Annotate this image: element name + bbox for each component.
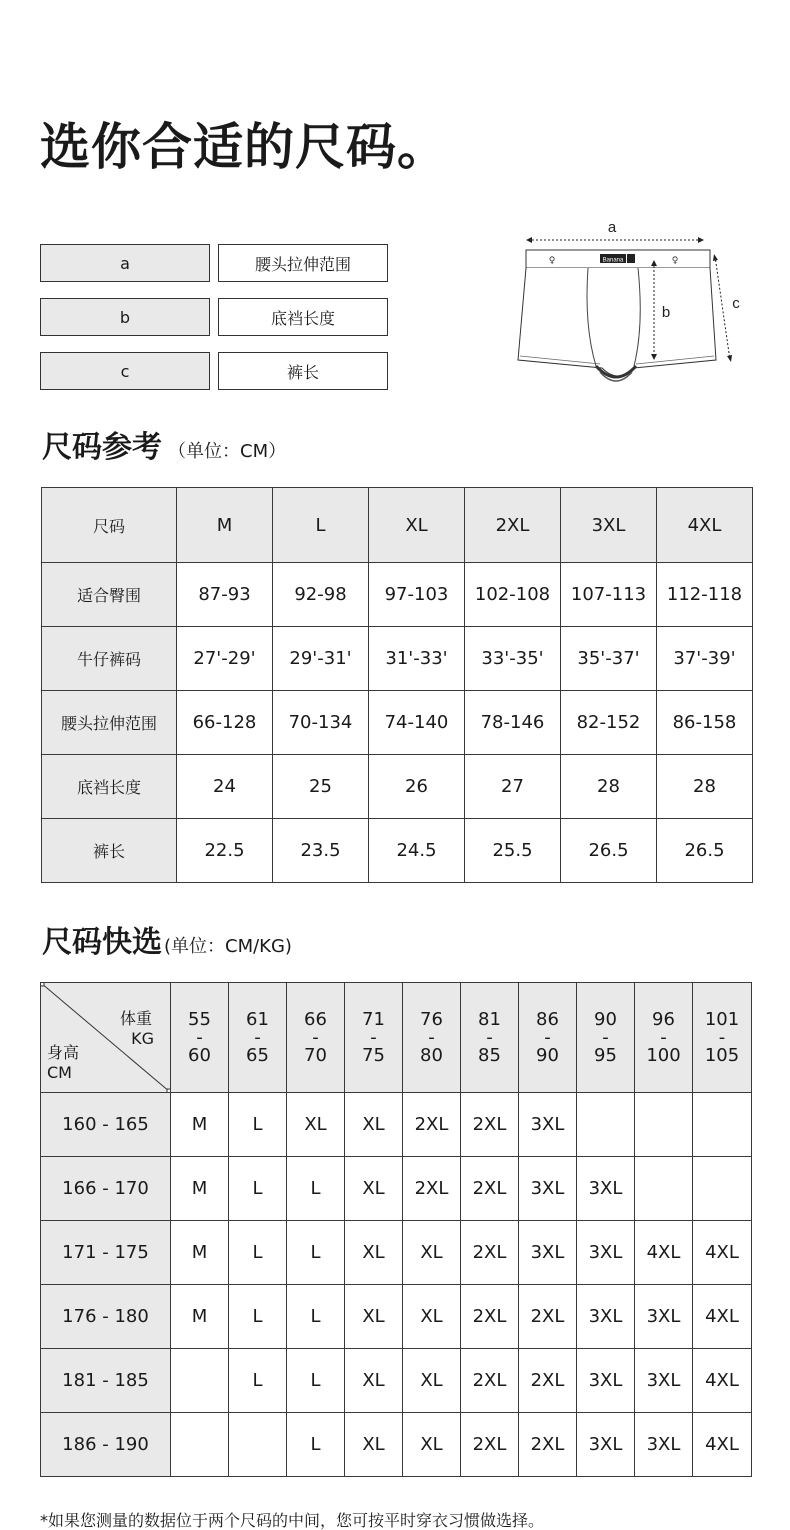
size-cell: 2XL [519, 1285, 577, 1349]
table-cell: 37'-39' [657, 627, 753, 691]
size-cell: 2XL [461, 1157, 519, 1221]
size-cell: 4XL [693, 1221, 752, 1285]
weight-from: 66 [304, 1008, 327, 1030]
corner-kg-text: KG [131, 1029, 154, 1048]
table-cell: 24.5 [369, 819, 465, 883]
size-cell: 3XL [577, 1285, 635, 1349]
table-cell: 97-103 [369, 563, 465, 627]
size-cell: 4XL [693, 1285, 752, 1349]
weight-dash: - [602, 1026, 609, 1048]
weight-dash: - [544, 1026, 551, 1048]
size-cell: M [171, 1157, 229, 1221]
weight-from: 81 [478, 1008, 501, 1030]
weight-from: 96 [652, 1008, 675, 1030]
table-row [42, 563, 753, 627]
table-cell: 70-134 [273, 691, 369, 755]
size-cell: 2XL [461, 1285, 519, 1349]
diagram-label-a: a [607, 219, 617, 236]
table-cell: 26 [369, 755, 465, 819]
table-cell: 87-93 [177, 563, 273, 627]
legend-key-c: c [40, 352, 210, 390]
quick-select-title-text: 尺码快选 [42, 925, 162, 960]
size-cell: XL [345, 1093, 403, 1157]
weight-from: 76 [420, 1008, 443, 1030]
weight-to: 75 [362, 1044, 385, 1066]
weight-from: 61 [246, 1008, 269, 1030]
weight-dash: - [254, 1026, 261, 1048]
size-header-cell: M [177, 488, 273, 563]
table-cell: 23.5 [273, 819, 369, 883]
table-cell: 33'-35' [465, 627, 561, 691]
corner-height-label [47, 1043, 79, 1083]
weight-dash: - [196, 1026, 203, 1048]
svg-text:♀: ♀ [671, 256, 679, 266]
size-header-cell: 2XL [465, 488, 561, 563]
weight-dash: - [312, 1026, 319, 1048]
weight-header-row [41, 983, 752, 1093]
weight-from: 71 [362, 1008, 385, 1030]
height-range-label: 166 - 170 [41, 1157, 171, 1221]
page-title: 选你合适的尺码。 [40, 118, 448, 176]
weight-to: 70 [304, 1044, 327, 1066]
table-row [41, 1285, 752, 1349]
weight-range-header [403, 983, 461, 1093]
size-cell: XL [345, 1413, 403, 1477]
height-range-label: 181 - 185 [41, 1349, 171, 1413]
corner-weight-label [120, 1009, 152, 1049]
legend-label-a: 腰头拉伸范围 [218, 244, 388, 282]
table-cell: 28 [561, 755, 657, 819]
size-cell [693, 1093, 752, 1157]
weight-to: 95 [594, 1044, 617, 1066]
weight-from: 86 [536, 1008, 559, 1030]
table-cell: 66-128 [177, 691, 273, 755]
size-header-cell: XL [369, 488, 465, 563]
size-cell: L [229, 1221, 287, 1285]
size-cell: 2XL [461, 1413, 519, 1477]
weight-range-header [693, 983, 752, 1093]
table-cell: 26.5 [561, 819, 657, 883]
size-cell: L [229, 1093, 287, 1157]
legend-key-a: a [40, 244, 210, 282]
corner-height-text: 身高 [47, 1043, 80, 1062]
size-cell [693, 1157, 752, 1221]
weight-range-header [287, 983, 345, 1093]
weight-range-header [345, 983, 403, 1093]
size-cell: L [229, 1285, 287, 1349]
table-cell: 112-118 [657, 563, 753, 627]
table-cell: 27'-29' [177, 627, 273, 691]
corner-header-cell [41, 983, 171, 1093]
weight-from: 90 [594, 1008, 617, 1030]
table-row [42, 691, 753, 755]
weight-range-header [577, 983, 635, 1093]
size-cell [577, 1093, 635, 1157]
size-cell: 3XL [519, 1221, 577, 1285]
table-cell: 25 [273, 755, 369, 819]
weight-range-header [519, 983, 577, 1093]
corner-cm-text: CM [47, 1063, 72, 1082]
table-cell: 27 [465, 755, 561, 819]
quick-select-title [42, 923, 292, 967]
table-cell: 31'-33' [369, 627, 465, 691]
size-cell: 3XL [577, 1413, 635, 1477]
diagram-brand: Banana [602, 257, 624, 264]
size-cell: L [229, 1157, 287, 1221]
weight-to: 80 [420, 1044, 443, 1066]
size-cell: 2XL [403, 1157, 461, 1221]
size-cell: 2XL [403, 1093, 461, 1157]
table-cell: 22.5 [177, 819, 273, 883]
table-row [42, 627, 753, 691]
size-cell: XL [403, 1413, 461, 1477]
height-range-label: 176 - 180 [41, 1285, 171, 1349]
table-cell: 86-158 [657, 691, 753, 755]
table-cell: 92-98 [273, 563, 369, 627]
table-row [42, 755, 753, 819]
size-cell: L [287, 1349, 345, 1413]
size-cell: M [171, 1285, 229, 1349]
weight-dash: - [428, 1026, 435, 1048]
size-cell [171, 1413, 229, 1477]
weight-to: 60 [188, 1044, 211, 1066]
row-label: 牛仔裤码 [42, 627, 177, 691]
underwear-measurement-diagram [512, 216, 752, 396]
diagram-label-c: c [732, 295, 740, 312]
size-cell: 3XL [577, 1221, 635, 1285]
size-cell: 3XL [519, 1093, 577, 1157]
size-reference-title [42, 428, 286, 472]
row-label: 适合臀围 [42, 563, 177, 627]
size-cell: M [171, 1093, 229, 1157]
size-cell: 2XL [519, 1413, 577, 1477]
table-cell: 35'-37' [561, 627, 657, 691]
table-cell: 29'-31' [273, 627, 369, 691]
row-label: 裤长 [42, 819, 177, 883]
size-cell [635, 1157, 693, 1221]
size-reference-title-text: 尺码参考 [42, 430, 162, 465]
table-cell: 82-152 [561, 691, 657, 755]
table-cell: 24 [177, 755, 273, 819]
weight-to: 100 [646, 1044, 681, 1066]
size-cell: XL [403, 1349, 461, 1413]
svg-text:♀: ♀ [548, 256, 556, 266]
table-cell: 74-140 [369, 691, 465, 755]
size-cell: 3XL [577, 1349, 635, 1413]
table-cell: 102-108 [465, 563, 561, 627]
size-cell: L [287, 1285, 345, 1349]
row-label: 底裆长度 [42, 755, 177, 819]
table-cell: 107-113 [561, 563, 657, 627]
weight-dash: - [486, 1026, 493, 1048]
size-cell: XL [403, 1285, 461, 1349]
legend-label-b: 底裆长度 [218, 298, 388, 336]
height-range-label: 186 - 190 [41, 1413, 171, 1477]
table-row [42, 819, 753, 883]
size-cell: 4XL [693, 1413, 752, 1477]
weight-from: 101 [704, 1008, 740, 1030]
size-cell: XL [287, 1093, 345, 1157]
weight-range-header [461, 983, 519, 1093]
quick-select-unit: (单位：CM/KG) [164, 936, 292, 957]
size-cell: XL [345, 1349, 403, 1413]
size-cell: 2XL [461, 1349, 519, 1413]
diagram-label-b: b [661, 304, 671, 321]
legend-label-c: 裤长 [218, 352, 388, 390]
size-header-cell: 4XL [657, 488, 753, 563]
weight-dash: - [718, 1026, 726, 1048]
size-cell: 2XL [461, 1093, 519, 1157]
size-cell: L [287, 1413, 345, 1477]
weight-range-header [171, 983, 229, 1093]
table-cell: 28 [657, 755, 753, 819]
size-cell: L [287, 1157, 345, 1221]
size-cell: XL [345, 1285, 403, 1349]
size-header-row [42, 488, 753, 563]
table-cell: 26.5 [657, 819, 753, 883]
size-cell: 2XL [461, 1221, 519, 1285]
footnote: *如果您测量的数据位于两个尺码的中间，您可按平时穿衣习惯做选择。 [40, 1511, 545, 1530]
size-cell: 4XL [693, 1349, 752, 1413]
size-header-cell: 3XL [561, 488, 657, 563]
size-cell: 3XL [577, 1157, 635, 1221]
size-cell: XL [345, 1157, 403, 1221]
table-cell: 25.5 [465, 819, 561, 883]
size-cell [229, 1413, 287, 1477]
size-cell [171, 1349, 229, 1413]
table-row [41, 1413, 752, 1477]
table-row [41, 1349, 752, 1413]
size-cell: 4XL [635, 1221, 693, 1285]
size-cell: 3XL [635, 1413, 693, 1477]
legend-key-b: b [40, 298, 210, 336]
weight-to: 105 [704, 1044, 740, 1066]
size-reference-unit: （单位：CM） [168, 441, 287, 462]
table-row [41, 1157, 752, 1221]
size-cell: 3XL [519, 1157, 577, 1221]
weight-to: 90 [536, 1044, 559, 1066]
row-label: 腰头拉伸范围 [42, 691, 177, 755]
weight-dash: - [370, 1026, 377, 1048]
size-cell: M [171, 1221, 229, 1285]
size-cell: XL [345, 1221, 403, 1285]
weight-from: 55 [188, 1008, 211, 1030]
size-header-cell: L [273, 488, 369, 563]
size-header-label: 尺码 [42, 488, 177, 563]
weight-range-header [635, 983, 693, 1093]
size-cell [635, 1093, 693, 1157]
table-row [41, 1093, 752, 1157]
weight-range-header [229, 983, 287, 1093]
table-row [41, 1221, 752, 1285]
size-reference-table [41, 487, 753, 883]
size-cell: 3XL [635, 1285, 693, 1349]
size-cell: 2XL [519, 1349, 577, 1413]
weight-dash: - [660, 1026, 667, 1048]
weight-to: 65 [246, 1044, 269, 1066]
size-cell: 3XL [635, 1349, 693, 1413]
quick-select-table [40, 982, 752, 1477]
size-cell: L [287, 1221, 345, 1285]
size-cell: XL [403, 1221, 461, 1285]
height-range-label: 160 - 165 [41, 1093, 171, 1157]
height-range-label: 171 - 175 [41, 1221, 171, 1285]
table-cell: 78-146 [465, 691, 561, 755]
weight-to: 85 [478, 1044, 501, 1066]
size-cell: L [229, 1349, 287, 1413]
corner-weight-text: 体重 [119, 1009, 152, 1028]
